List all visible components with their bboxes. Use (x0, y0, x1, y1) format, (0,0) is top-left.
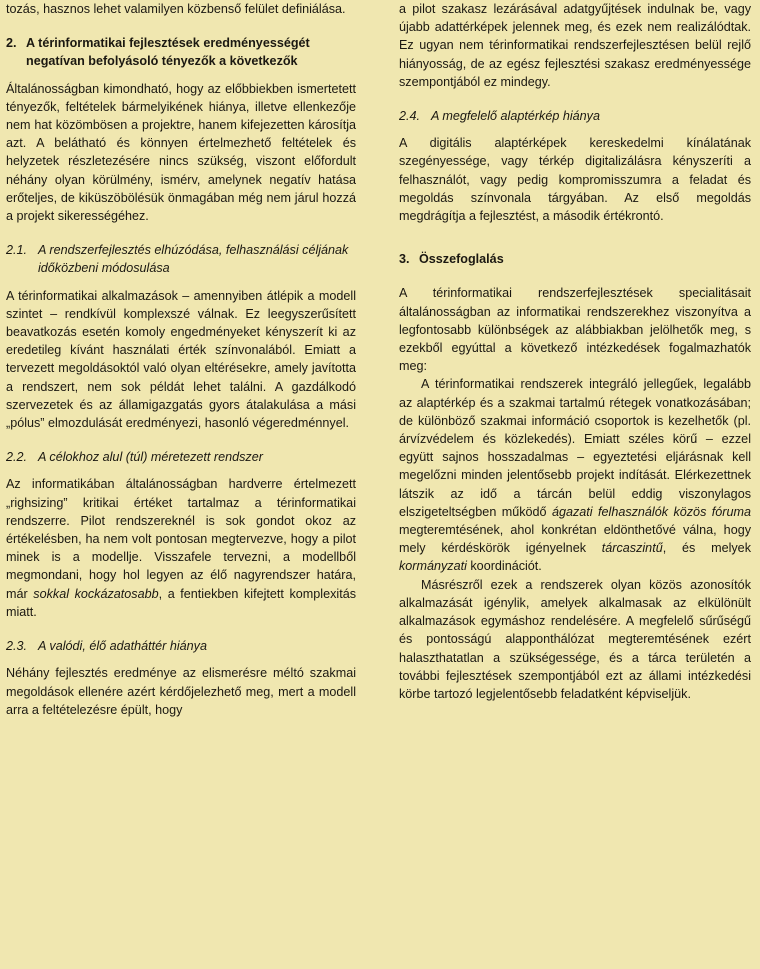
section-number: 2.4. (399, 109, 421, 124)
text-run: Az informatikában általánosságban hardverre értelmezett „righsizing” kritikai értéket tartalmaz a térinformatikai rendszerre. Pilot rendszereknél is sok gondot okoz az értékelésben, ha nem volt pontosan megtervezve, hogy a pilot minek is a modellje. Visszafele tervezni, a modellből megmondani, hogy hol legyen az élő nagyrendszer határa, már (6, 477, 356, 601)
section-number: 2.2. (6, 450, 28, 465)
text-run: megteremtésének, ahol konkrétan eldönthetővé válna, hogy mely kérdéskörök igényelnek (399, 523, 751, 556)
section-title: A megfelelő alaptérkép hiánya (431, 109, 600, 124)
section-2-4-heading (399, 107, 751, 125)
section-number: 2.3. (6, 639, 28, 654)
section-2-2-heading (6, 448, 356, 466)
section-number: 2.1. (6, 243, 28, 258)
section-2-1-paragraph: A térinformatikai alkalmazások – amennyiben átlépik a modell szintet – rendkívül komplexszé válnak. Ez leegyszerűsített beavatkozás esetén komoly engedményeket kényszerít ki az eredetileg kívánt használati érték színvonalából. Emiatt a tervezett megoldásoktól való olyan eltérésekre, amely javította a rendszert, nem sok példát lehet találni. A gazdálkodó szervezetek és az államigazgatás gyors átalakulása a mási „pólus” elmozdulását eredményezi, hasonló végeredménnyel. (6, 288, 356, 431)
section-2-3-heading (6, 637, 356, 655)
section-2-2-paragraph (6, 475, 356, 621)
emphasis-text: ágazati felhasználók közös fóruma (551, 504, 751, 519)
continued-paragraph: a pilot szakasz lezárásával adatgyűjtések indulnak be, vagy újabb adattérképek jelennek meg, és ezek nem realizálódtak. Ez ugyan nem térinformatikai rendszerfejlesztésen belül rejlő hiányosság, de az egész fejlesztési szakasz eredményessége szempontjából ez mindegy. (399, 2, 751, 89)
text-run: , a fentiekben kifejtett komplexitás miatt. (6, 586, 356, 619)
emphasis-text: kormányzati (399, 559, 467, 574)
text-run: koordinációt. (466, 559, 542, 574)
section-2-4-paragraph: A digitális alaptérképek kereskedelmi kínálatának szegényessége, vagy térkép digitalizálásra kényszeríti a felhasználót, vagy pedig kompromisszumra a feladat és megoldás színvonala tárgyában. Az első megoldás megdrágítja a fejlesztést, a második értékrontó. (399, 136, 751, 224)
section-title: A célokhoz alul (túl) méretezett rendszer (38, 450, 263, 465)
text-run: A térinformatikai rendszerek integráló jellegűek, legalább az alaptérkép és a szakmai tartalmú rétegek vonatkozásában; de különböző szakmai információ csoportok is kezelhetők (pl. árvízvédelem és közlekedés). Emiatt széles körű – ezzel együtt sajnos hosszadalmas – egyeztetési eljárásnak kell megelőzni minden jelentősebb projekt indítását. Elérkezettnek látszik az idő a tárcán belül eddig viszonylagos elszigeteltségben működő (399, 377, 751, 519)
intro-paragraph: tozás, hasznos lehet valamilyen közbenső felület definiálása. (6, 2, 346, 16)
section-number: 2. (6, 36, 17, 51)
section-2-heading (6, 34, 356, 70)
right-column (399, 0, 751, 703)
section-3-paragraph-2 (399, 375, 751, 575)
section-2-paragraph: Általánosságban kimondható, hogy az előbbiekben ismertetett tényezők, feltételek bármelyikének hiánya, illetve ellenkezője nem hat közömbösen a projektre, hanem kifejezetten károsítja azt. A belátható és könnyen értelmezhető feltételek és helyzetek részletezésére nincs szükség, viszont előfordult néhány olyan körülmény, ismérv, amelynek negatív hatása erőteljes, de kiküszöbölésük önmagában még nem járul hozzá a projekt sikerességéhez. (6, 81, 356, 224)
section-title: A rendszerfejlesztés elhúzódása, felhasználási céljának időközbeni módosulása (38, 243, 349, 276)
emphasis-text: tárcaszintű (601, 541, 663, 556)
section-title: Összefoglalás (419, 252, 504, 267)
section-3-heading (399, 250, 751, 268)
section-3-paragraph-3: Másrészről ezek a rendszerek olyan közös azonosítók alkalmazását igénylik, amelyek alkalmasak az elkülönült alkalmazások egymáshoz rendelésére. A megfelelő sűrűségű és pontosságú alapponthálózat megteremtésének ezért halaszthatatlan a szükségessége, és a tárca területén a további fejlesztések szempontjából ezt az állami intézkedési körbe tartozó legjelentősebb feladatként képviseljük. (399, 577, 751, 701)
text-run: , és melyek (662, 541, 751, 556)
section-2-1-heading (6, 241, 356, 277)
section-number: 3. (399, 252, 410, 267)
section-title: A valódi, élő adatháttér hiánya (38, 639, 207, 654)
section-2-3-paragraph: Néhány fejlesztés eredménye az elismerésre méltó szakmai megoldások ellenére azért kérdőjelezhető meg, mert a modell arra a feltételezésre épült, hogy (6, 666, 356, 717)
emphasis-text: sokkal kockázatosabb (33, 586, 159, 601)
left-column (6, 0, 356, 719)
section-3-paragraph-1: A térinformatikai rendszerfejlesztések specialitásait általánosságban az informatikai rendszerekhez viszonyítva a legfontosabb különbségek az alábbiakban jelölhetők meg, s ezekből egyúttal a következő intézkedések fogalmazhatók meg: (399, 286, 751, 374)
section-title: A térinformatikai fejlesztések eredményességét negatívan befolyásoló tényezők a következők (26, 36, 310, 69)
